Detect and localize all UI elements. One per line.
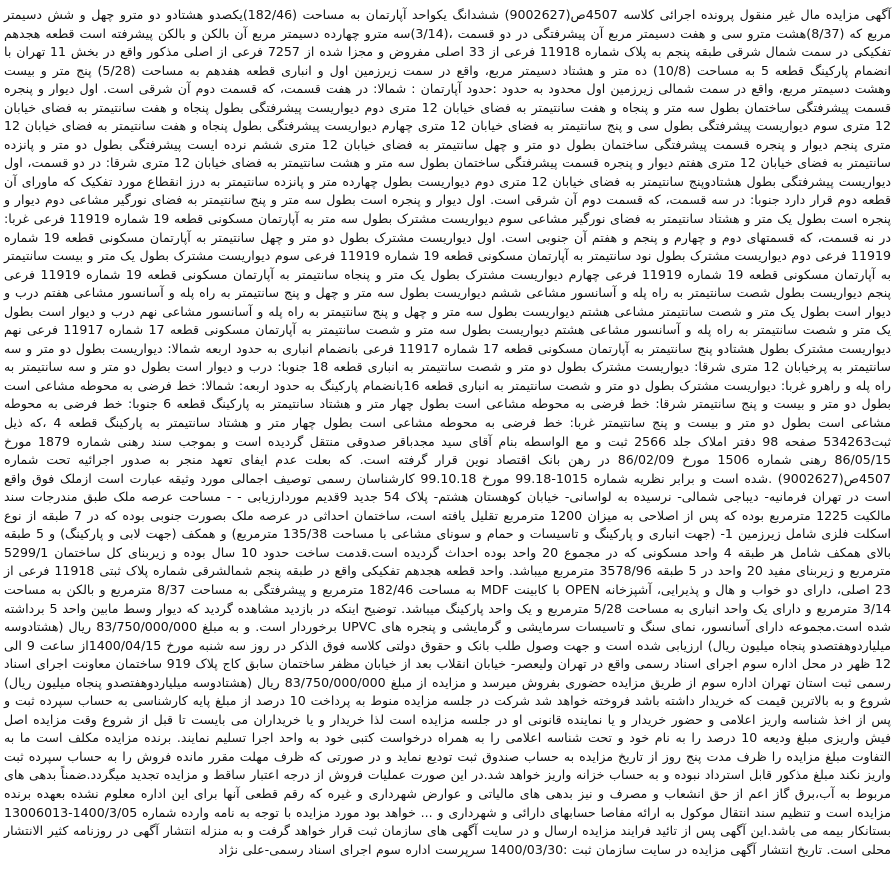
auction-notice-text: آگهی مزایده مال غیر منقول پرونده اجرائی کلاسه 4507ص(9002627) ششدانگ یکواحد آپارتمان به مساحت (182/46)یکصدو هشتادو دو مترو چهل و شش دسیمتر مربع که (8/37)هشت مترو سی و هفت دسیمتر مربع آن پیشرفتگی در دو قسمت ،(3/14)سه مترو چهارده دسیمتر مربع آن بالکن و بالکن پیشرفته است قطعه هجدهم تفکیکی در سمت شمال شرقی طبقه پنجم به پلاک شماره 11918 فرعی از 33 اصلی مفروض و مجزا شده از 7257 فرعی از اصلی مذکور واقع در بخش 11 تهران با انضمام پارکینگ قطعه 5 به مساحت (10/8) ده متر و هشتاد دسیمتر مربع، واقع در سمت زیرزمین اول و انباری قطعه هفدهم به مساحت (5/28) پنج متر و بیست وهشت دسیمتر مربع، واقع در سمت شمالی زیرزمین اول محدود به حدود :حدود آپارتمان : شمالا: در هفت قسمت، که قسمت دوم آن شرقی است. اول دیوار و پنجره قسمت پیشرفتگی ساختمان بطول سه متر و پنجاه و هفت سانتیمتر به فضای خیابان 12 متری دوم دیواریست پیشرفتگی بطول پنجاه و هفت سانتیمتر به فضای خیابان 12 متری سوم دیواریست پیشرفتگی بطول سی و پنج سانتیمتر به فضای خیابان 12 متری چهارم دیواریست پیشرفتگی بطول پنجاه و هفت سانتیمتر به فضای خیابان 12 متری پنجم دیوار و پنجره قسمت پیشرفتگی ساختمان بطول دو متر و چهل سانتیمتر به فضای خیابان 12 متری ششم نرده ایست پیشرفتگی بطول دو متر و پانزده سانتیمتر به فضای خیابان 12 متری هفتم دیوار و پنجره قسمت پیشرفتگی ساختمان بطول سه متر و هشت سانتیمتر به فضای خیابان 12 متری شرقا: در دو قسمت، اول دیواریست پیشرفتگی بطول هشتادوپنج سانتیمتر به فضای خیابان 12 متری دوم دیواریست بطول چهارده متر و پانزده سانتیمتر به درز انقطاع مورد تفکیک که ماورای آن قطعه دوم قرار دارد جنوبا: در سه قسمت، که قسمت دوم آن شرقی است. اول دیوار و پنجره است بطول سه متر و پنج سانتیمتر به فضای نورگیر مشاعی دوم دیوار و پنجره است بطول یک متر و هشتاد سانتیمتر به فضای نورگیر مشاعی سوم دیواریست مشترک بطول سه متر به آپارتمان مسکونی قطعه 19 شماره 11919 فرعی غربا: در نه قسمت، که قسمتهای دوم و چهارم و پنجم و هفتم آن جنوبی است. اول دیواریست مشترک بطول دو متر و چهل سانتیمتر به آپارتمان مسکونی قطعه 19 شماره 11919 فرعی دوم دیواریست مشترک بطول نود سانتیمتر به آپارتمان مسکونی قطعه 19 شماره 11919 فرعی سوم دیواریست مشترک بطول یک متر و بیست سانتیمتر به آپارتمان مسکونی قطعه 19 شماره 11919 فرعی چهارم دیواریست مشترک بطول یک متر و پنجاه سانتیمتر به آپارتمان مسکونی قطعه 19 شماره 11919 فرعی پنجم دیواریست بطول شصت سانتیمتر به راه پله و آسانسور مشاعی ششم دیواریست بطول سه متر و چهل و پنج سانتیمتر به راه پله و آسانسور مشاعی هفتم درب و دیوار است بطول یک متر و شصت سانتیمتر مشاعی هشتم دیواریست بطول سه متر و چهل و پنج سانتیمتر به راه پله و آسانسور مشاعی نهم درب و دیوار است بطول یک متر و شصت سانتیمتر به راه پله و آسانسور مشاعی هشتم دیواریست بطول سه متر و شصت سانتیمتر به آپارتمان مسکونی قطعه 17 شماره 11917 فرعی نهم دیواریست مشترک بطول هشتادو پنج سانتیمتر به آپارتمان مسکونی قطعه 17 شماره 11917 فرعی بانضمام انباری به حدود اربعه شمالا: دیواریست بطول دو متر و سه سانتیمتر به پرخیابان 12 متری شرقا: دیواریست مشترک بطول دو متر و شصت سانتیمتر به انباری قطعه 18 جنوبا: درب و دیوار است بطول دو متر و سه سانتیمتر به راه پله و راهرو غربا: دیواریست مشترک بطول دو متر و شصت سانتیمتر به انباری قطعه 16بانضمام پارکینگ به حدود اربعه: شمالا: خط فرضی به محوطه مشاعی است بطول دو متر و بیست و پنج سانتیمتر شرقا: خط فرضی به محوطه مشاعی است بطول چهار متر و هشتاد سانتیمتر به پارکینگ قطعه 6 جنوبا: خط فرضی به محوطه مشاعی است بطول دو متر و بیست و پنج سانتیمتر غربا: خط فرضی به محوطه مشاعی است بطول چهار متر و هشتاد سانتیمتر به پارکینگ قطعه 4 ،که ذیل ثبت534263 صفحه 98 دفتر املاک جلد 2566 ثبت و مع الواسطه بنام آقای سید مجدباقر صدوقی منتقل گردیده است و بموجب سند رهنی شماره 1879 مورخ 86/05/15 رهنی شماره 1506 مورخ 86/02/09 در رهن بانک اقتصاد نوین قرار گرفته است. که بعلت عدم ایفای تعهد منجر به صدور اجرائیه تحت شماره 4507ص(9002627) .شده است و برابر نظریه شماره 1015-99.18 مورخ 99.10.18 کارشناسان رسمی توصیف اجمالی مورد وثیقه عبارت است ازملک فوق واقع است در تهران فرمانیه- دیباجی شمالی- نرسیده به لواسانی- خیابان کوهستان هشتم- پلاک 54 جدید 9قدیم موردارزیابی - - مساحت عرصه ملک طبق مندرجات سند مالکیت 1225 مترمربع بوده که پس از اصلاحی به میزان 1200 مترمربع تقلیل یافته است، ساختمان احداثی در عرصه ملک بصورت جنوبی بوده که در 7 طبقه از نوع اسکلت فلزی شامل زیرزمین 1- (جهت انباری و پارکینگ و تاسیسات و حمام و سونای مشاعی با مساحت 135/38 مترمربع) و همکف (جهت لابی و پارکینگ) و 5 طبقه بالای همکف شامل هر طبقه 4 واحد مسکونی که در مجموع 20 واحد بوده احداث گردیده است.قدمت ساخت حدود 10 سال بوده و زیربنای کل ساختمان 5299/1 مترمربع و زیربنای مفید 20 واحد در 5 طبقه 3578/96 مترمربع میباشد. واحد قطعه هجدهم تفکیکی واقع در طبقه پنجم شمالشرقی شماره پلاک ثبتی 11918 فرعی از 23 اصلی، دارای دو خواب و هال و پذیرایی، آشپزخانه OPEN با کابینت MDF به مساحت 182/46 مترمربع و پیشرفتگی به مساحت 8/37 مترمربع و بالکن به مساحت 3/14 مترمربع و دارای یک واحد انباری به مساحت 5/28 مترمربع و یک واحد پارکینگ میباشد. توضیح اینکه در بازدید مشاهده گردید که دیوار وسط مابین واحد 5 برداشته شده است.مجموعه دارای آسانسور، نمای سنگ و تاسیسات سرمایشی و گرمایشی و پنجره های UPVC برخوردار است. و به مبلغ 83/750/000/000 ریال (هشتادوسه میلیاردوهفتصدو پنجاه میلیون ریال) ارزیابی شده است و جهت وصول طلب بانک و حقوق دولتی کلاسه فوق الذکر در روز سه شنبه مورخ 1400/04/15از ساعت 9 الی 12 ظهر در محل اداره سوم اجرای اسناد رسمی واقع در تهران ولیعصر- خیابان انقلاب بعد از خیابان مظفر ساختمان سابق کاج پلاک 919 ساختمان معاونت اجرای اسناد رسمی ثبت استان تهران اداره سوم از طریق مزایده حضوری بفروش میرسد و مزایده از مبلغ 83/750/000/000 ریال (هشتادوسه میلیاردوهفتصدو پنجاه میلیون ریال) شروع و به بالاترین قیمت که خریدار داشته باشد فروخته خواهد شد شرکت در جلسه مزایده منوط به پرداخت 10 درصد از مبلغ پایه کارشناسی به حساب سپرده ثبت و پس از اخذ شناسه واریز اعلامی و حضور خریدار و یا نماینده قانونی او در جلسه مزایده است لذا خریدار و یا خریداران می بایست تا قبل از شروع وقت مزایده اصل فیش واریزی مبلغ ودیعه 10 درصد را به نام خود و تحت شناسه اعلامی را به همراه درخواست کتبی خود به واحد اجرا تسلیم نمایند. برنده مزایده مکلف است ما به التفاوت مبلغ مزایده را ظرف مدت پنج روز از تاریخ مزایده به حساب صندوق ثبت تودیع نماید و در صورتی که ظرف مهلت مقرر مانده فروش را به حساب سپرده ثبت واریز نکند مبلغ مذکور قابل استرداد نبوده و به حساب خزانه واریز خواهد شد.در این صورت عملیات فروش از درجه اعتبار ساقط و مزایده تجدید میگردد.ضمناً بدهی های مربوط به آب،برق گاز اعم از حق انشعاب و مصرف و نیز بدهی های مالیاتی و عوارض شهرداری و غیره که رقم قطعی آنها برای این اداره معلوم نشده بعهده برنده مزایده است و تنظیم سند انتقال موکول به ارائه مفاصا حسابهای دارائی و شهرداری و ... خواهد بود مورد مزایده با توجه به نامه وارده شماره 1400/3/05-13006013 بستانکار بیمه می باشد.این آگهی پس از تائید فرایند مزایده ارسال و در سایت آگهی های سازمان ثبت قرار خواهد گرفت و به منزله انتشار آگهی در روزنامه کثیر الانتشار محلی است. تاریخ انتشار آگهی مزایده در سایت سازمان ثبت :1400/03/30 سرپرست اداره سوم اجرای اسناد رسمی-علی نژاد [4,7,892,857]
